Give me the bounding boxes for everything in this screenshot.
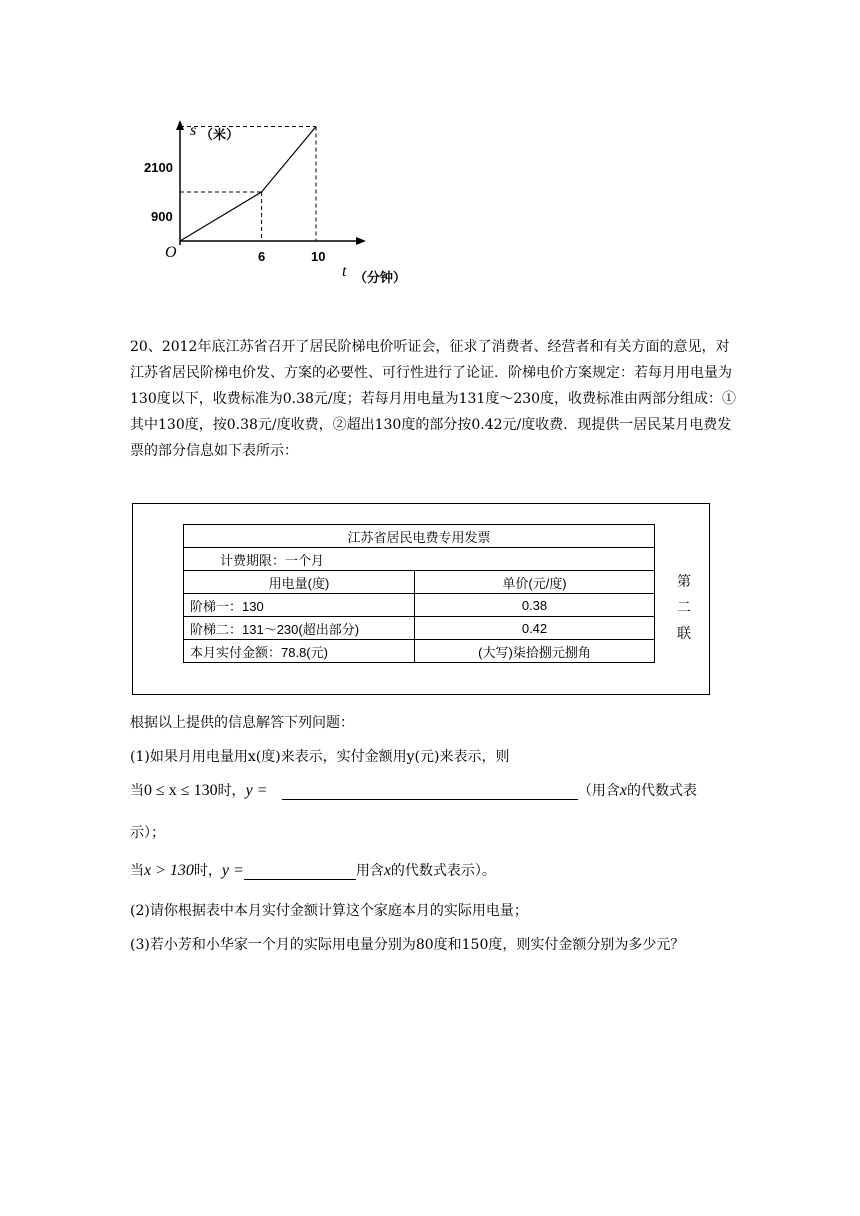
table-row (184, 571, 655, 594)
tier1-label: 阶梯一：130 (184, 594, 415, 617)
y-axis-unit: （米） (200, 127, 240, 142)
question-3: (3)若小芳和小华家一个月的实际用电量分别为80度和150度，则实付金额分别为多少元？ (130, 937, 685, 953)
q1a-y: y = (245, 782, 268, 799)
table-row (184, 525, 655, 548)
q1b-prefix: 当 (130, 863, 144, 879)
table-row (184, 617, 655, 640)
q1a-when: 时， (217, 783, 246, 799)
table-row (184, 640, 655, 663)
origin-label: O (165, 244, 177, 261)
stub-char: 第 (677, 573, 691, 589)
question-1b (130, 860, 496, 880)
col-header-usage: 用电量(度) (184, 571, 415, 594)
total-label: 本月实付金额：78.8(元) (184, 640, 415, 663)
x-axis-arrow (356, 237, 366, 245)
x-tick-6: 6 (258, 249, 266, 264)
question-2: (2)请你根据表中本月实付金额计算这个家庭本月的实际用电量； (130, 903, 528, 919)
question-1a (130, 780, 697, 800)
questions-intro: 根据以上提供的信息解答下列问题： (130, 715, 354, 731)
q1a-var: x (619, 782, 628, 799)
y-tick-900: 900 (151, 209, 173, 224)
q1a-suffix: （用含 (577, 783, 620, 799)
col-header-price: 单价(元/度) (415, 571, 655, 594)
q1a-answer-blank[interactable] (282, 783, 578, 800)
question-1a-cont: 示）； (130, 825, 165, 841)
invoice-table (183, 524, 655, 663)
tier2-label: 阶梯二：131～230(超出部分) (184, 617, 415, 640)
q1b-answer-blank[interactable] (244, 863, 356, 880)
q1b-when: 时， (193, 863, 222, 879)
question-1: (1)如果月用电量用x(度)来表示，实付金额用y(元)来表示，则 (130, 749, 510, 765)
total-upper: (大写)柒拾捌元捌角 (415, 640, 655, 663)
invoice-title: 江苏省居民电费专用发票 (184, 525, 655, 548)
x-tick-10: 10 (311, 249, 326, 264)
problem-statement: 20、2012年底江苏省召开了居民阶梯电价听证会，征求了消费者、经营者和有关方面的意见，对江苏省居民阶梯电价发、方案的必要性、可行性进行了论证．阶梯电价方案规定：若每月用电量为130度以下，收费标准为0.38元/度；若每月用电量为131度～230度，收费标准由两部分组成：①其中130度，按0.38元/度收费，②超出130度的部分按0.42元/度收费．现提供一居民某月电费发票的部分信息如下表所示： (130, 339, 737, 459)
q1a-suffix2: 的代数式表 (627, 783, 698, 799)
q1a-condition: 0 ≤ x ≤ 130 (144, 782, 218, 799)
invoice-box (132, 503, 710, 695)
y-axis-arrow (176, 120, 184, 130)
tier2-price: 0.42 (415, 617, 655, 640)
x-axis-unit: （分钟） (354, 270, 407, 285)
q1a-prefix: 当 (130, 783, 144, 799)
table-row (184, 548, 655, 571)
q1b-suffix2: 的代数式表示）。 (390, 863, 496, 879)
stub-char: 联 (677, 625, 691, 641)
x-axis-label: t (342, 263, 347, 280)
q1b-condition: x > 130 (144, 862, 194, 879)
distance-time-graph (130, 110, 430, 300)
q1b-y: y = (221, 862, 244, 879)
y-tick-2100: 2100 (144, 160, 173, 175)
q1b-suffix: 用含 (355, 863, 384, 879)
invoice-stub (673, 568, 695, 646)
table-row (184, 594, 655, 617)
q1b-var: x (383, 862, 391, 879)
stub-char: 二 (677, 599, 691, 615)
invoice-period: 计费期限：一个月 (184, 548, 655, 571)
y-axis-label: s (190, 122, 197, 139)
tier1-price: 0.38 (415, 594, 655, 617)
series-line (180, 127, 316, 241)
